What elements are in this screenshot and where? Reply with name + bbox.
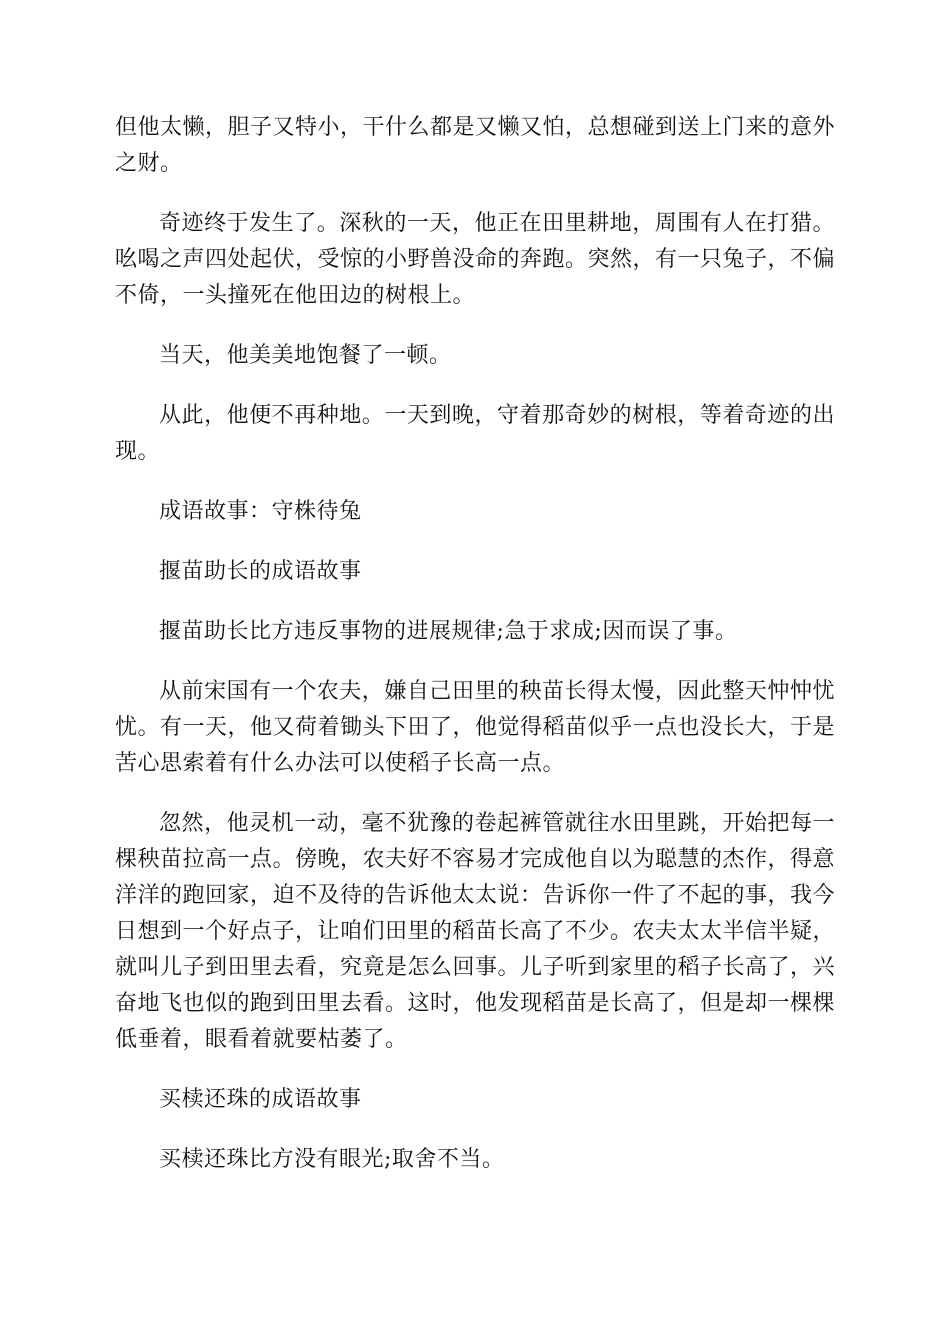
paragraph-6: 忽然，他灵机一动，毫不犹豫的卷起裤管就往水田里跳，开始把每一棵秧苗拉高一点。傍晚，农夫好不容易才完成他自以为聪慧的杰作，得意洋洋的跑回家，迫不及待的告诉他太太说：告诉你一件了不起的事，我今日想到一个好点子，让咱们田里的稻苗长高了不少。农夫太太半信半疑，就叫儿子到田里去看，究竟是怎么回事。儿子听到家里的稻子长高了，兴奋地飞也似的跑到田里去看。这时，他发现稻苗是长高了，但是却一棵棵低垂着，眼看着就要枯萎了。 [115, 811, 836, 1052]
section-heading-maiduhuanzhu: 买椟还珠的成语故事 [159, 1087, 362, 1112]
paragraph-5: 从前宋国有一个农夫，嫌自己田里的秧苗长得太慢，因此整天忡忡忧忧。有一天，他又荷着锄头下田了，他觉得稻苗似乎一点也没长大，于是苦心思索着有什么办法可以使稻子长高一点。 [115, 679, 836, 776]
paragraph-3: 当天，他美美地饱餐了一顿。 [159, 343, 452, 368]
paragraph-2: 奇迹终于发生了。深秋的一天，他正在田里耕地，周围有人在打猎。吆喝之声四处起伏，受惊的小野兽没命的奔跑。突然，有一只兔子，不偏不倚，一头撞死在他田边的树根上。 [115, 211, 836, 308]
paragraph-definition-maiduhuanzhu: 买椟还珠比方没有眼光;取舍不当。 [159, 1147, 505, 1172]
paragraph-4: 从此，他便不再种地。一天到晚，守着那奇妙的树根，等着奇迹的出现。 [115, 403, 835, 464]
section-heading-shouzhudaitu: 成语故事：守株待兔 [159, 499, 362, 524]
document-body [115, 110, 835, 1202]
paragraph-1: 但他太懒，胆子又特小，干什么都是又懒又怕，总想碰到送上门来的意外之财。 [115, 115, 836, 176]
paragraph-definition-yamiaozhuzhang: 揠苗助长比方违反事物的进展规律;急于求成;因而误了事。 [159, 619, 738, 644]
section-heading-yamiaozhuzhang: 揠苗助长的成语故事 [159, 559, 362, 584]
